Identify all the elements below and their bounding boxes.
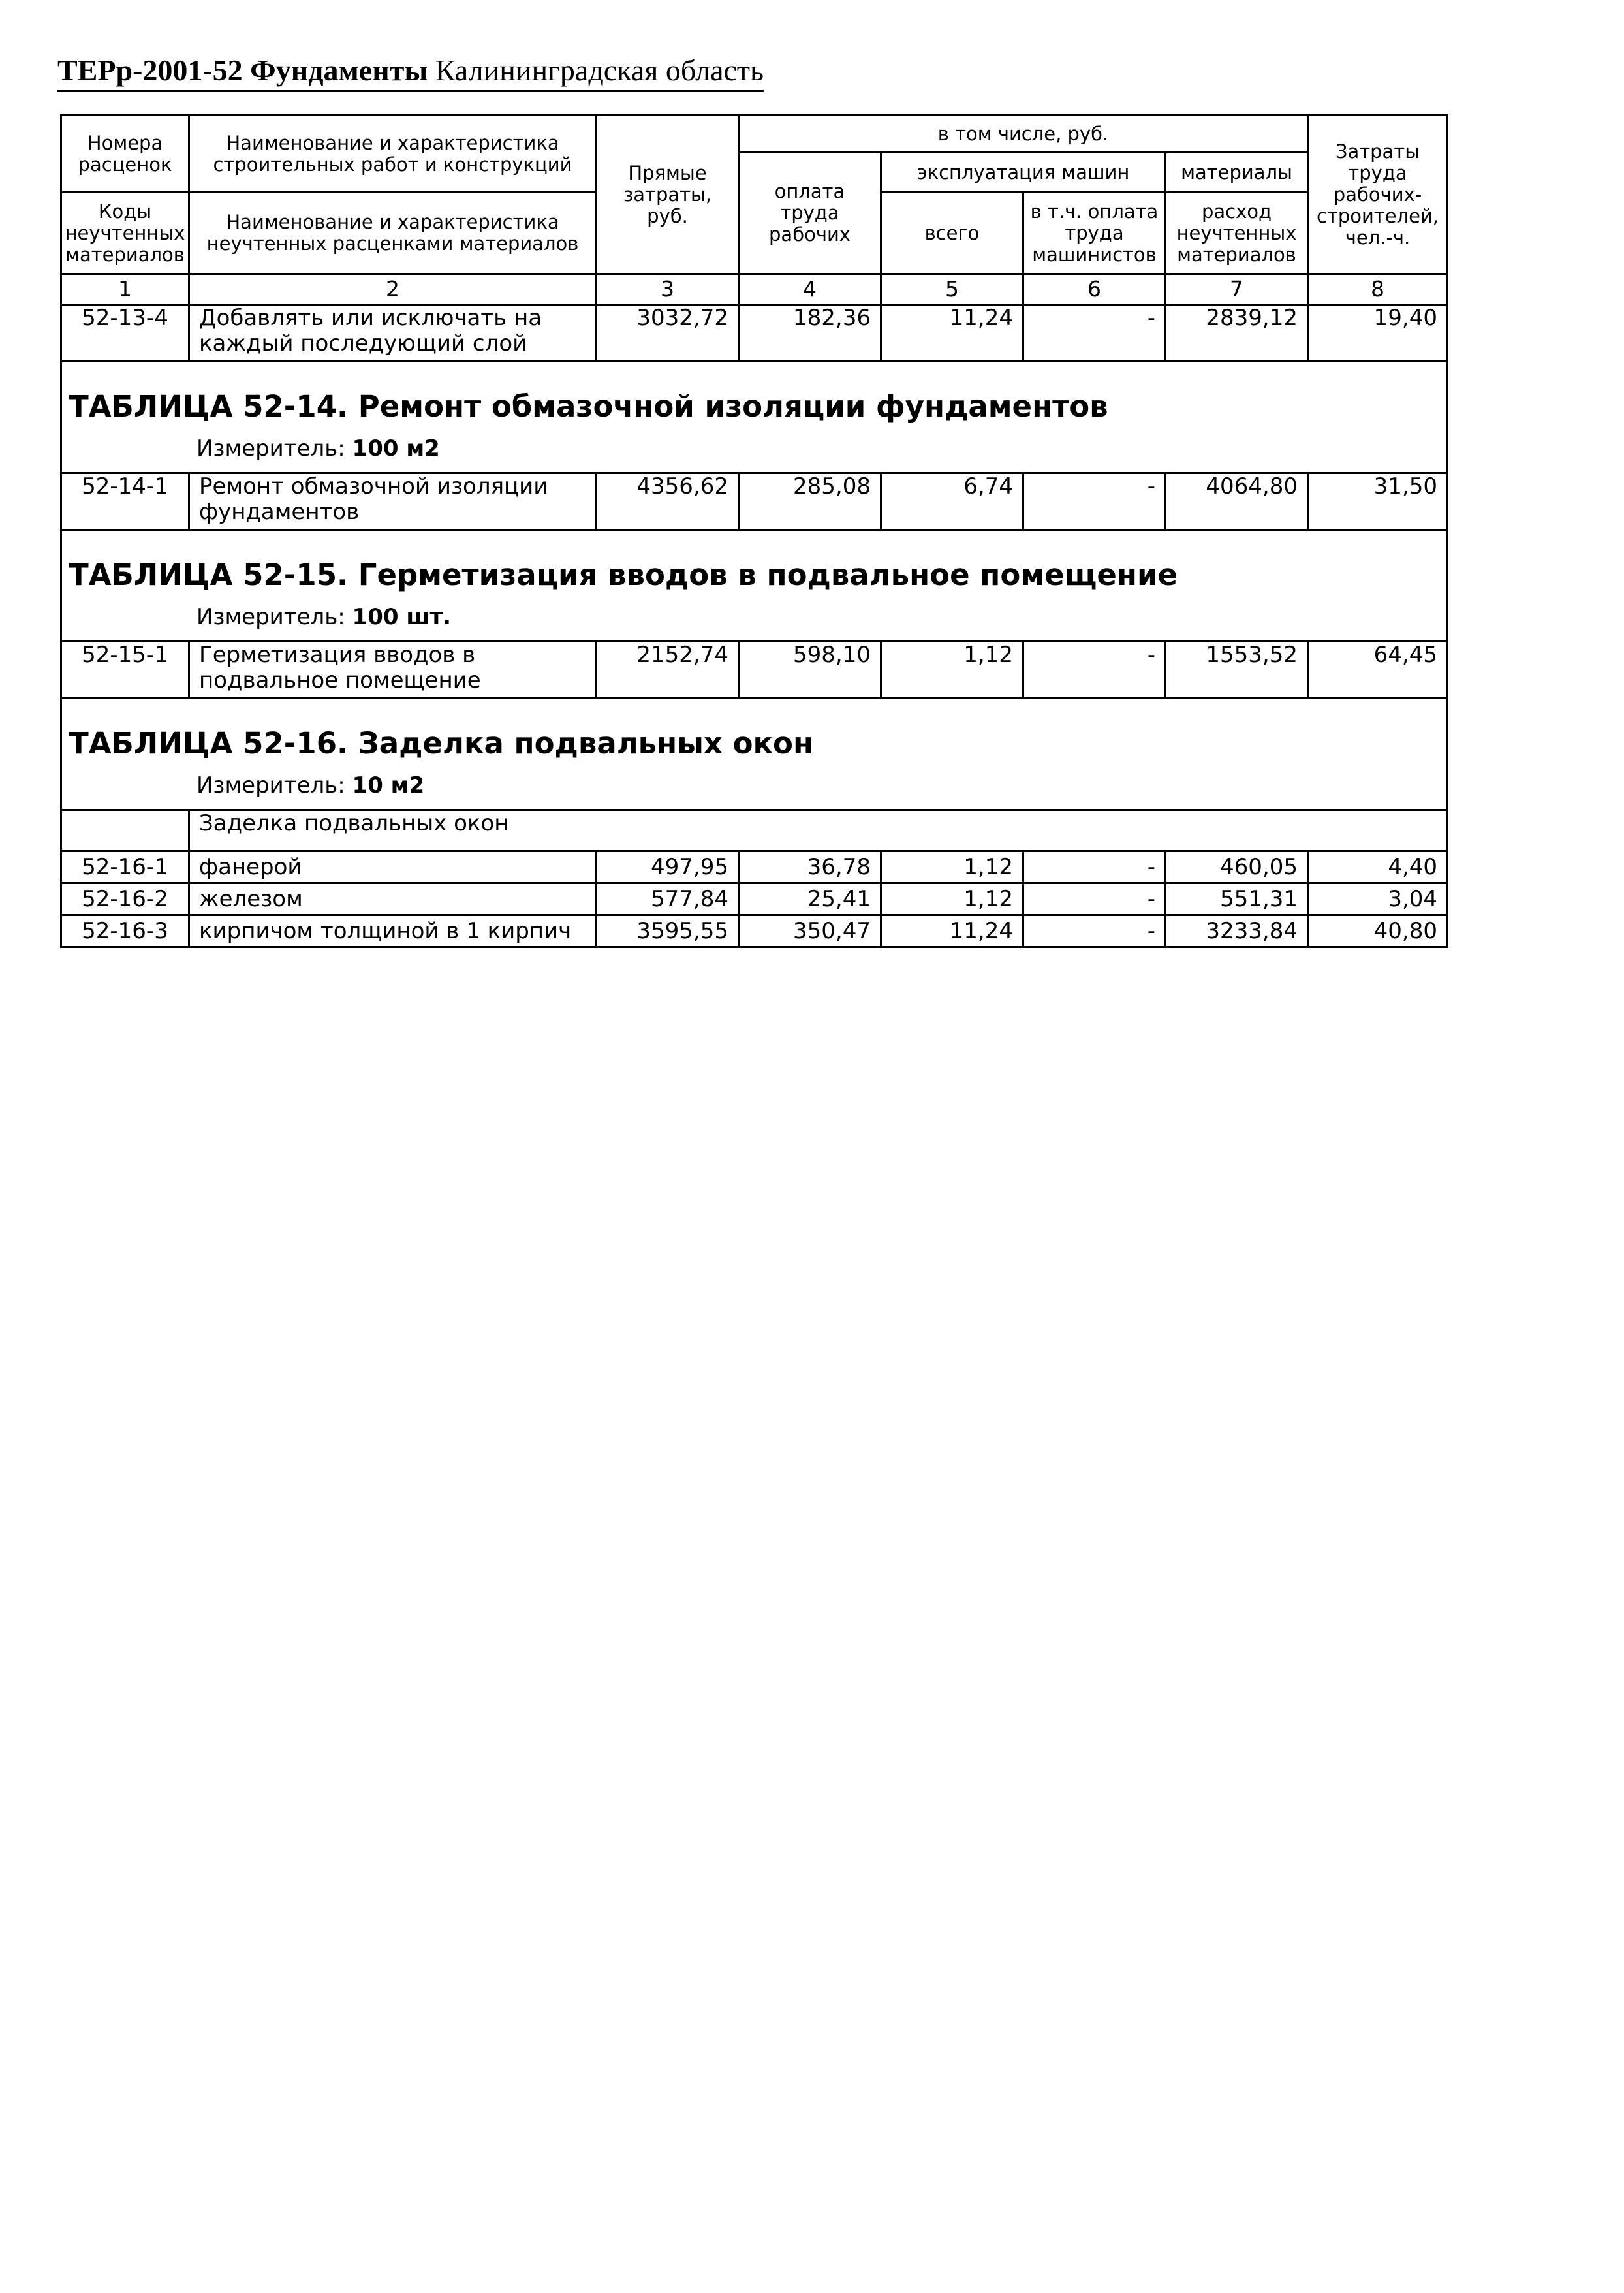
materials: 4064,80 bbox=[1166, 473, 1308, 530]
rate-name: Ремонт обмазочной изоляции фундаментов bbox=[189, 473, 597, 530]
labor-costs: 31,50 bbox=[1308, 473, 1448, 530]
labor-costs: 40,80 bbox=[1308, 915, 1448, 947]
header-including: в том числе, руб. bbox=[739, 116, 1308, 153]
section-title: ТАБЛИЦА 52-15. Герметизация вводов в подвальное помещение bbox=[69, 558, 1178, 592]
labor-pay: 285,08 bbox=[739, 473, 881, 530]
document-title bbox=[57, 52, 764, 92]
section-header bbox=[61, 699, 1448, 810]
machines-total: 11,24 bbox=[881, 305, 1023, 362]
header-rate-number: Номера расценок bbox=[61, 116, 189, 193]
section-header bbox=[61, 362, 1448, 473]
rate-code: 52-16-2 bbox=[61, 883, 189, 915]
materials: 1553,52 bbox=[1166, 642, 1308, 699]
labor-pay: 598,10 bbox=[739, 642, 881, 699]
section-meter: Измеритель: 100 м2 bbox=[196, 435, 440, 462]
direct-costs: 3595,55 bbox=[597, 915, 739, 947]
table-row bbox=[61, 642, 1448, 699]
rate-name: кирпичом толщиной в 1 кирпич bbox=[189, 915, 597, 947]
section-title: ТАБЛИЦА 52-14. Ремонт обмазочной изоляции фундаментов bbox=[69, 389, 1108, 424]
document-code: ТЕРр-2001-52 Фундаменты bbox=[57, 54, 428, 87]
header-labor-pay: оплата труда рабочих bbox=[739, 153, 881, 274]
direct-costs: 4356,62 bbox=[597, 473, 739, 530]
header-machinist-pay: в т.ч. оплата труда машинистов bbox=[1023, 193, 1166, 274]
column-number: 7 bbox=[1166, 274, 1308, 305]
labor-pay: 25,41 bbox=[739, 883, 881, 915]
rate-name: Добавлять или исключать на каждый последующий слой bbox=[189, 305, 597, 362]
machinist-pay: - bbox=[1023, 473, 1166, 530]
labor-pay: 182,36 bbox=[739, 305, 881, 362]
header-materials: материалы bbox=[1166, 153, 1308, 193]
labor-costs: 64,45 bbox=[1308, 642, 1448, 699]
section-title: ТАБЛИЦА 52-16. Заделка подвальных окон bbox=[69, 726, 814, 761]
header-material-codes: Коды неучтенных материалов bbox=[61, 193, 189, 274]
materials: 460,05 bbox=[1166, 851, 1308, 883]
header-machines: эксплуатация машин bbox=[881, 153, 1166, 193]
machines-total: 1,12 bbox=[881, 642, 1023, 699]
direct-costs: 497,95 bbox=[597, 851, 739, 883]
machinist-pay: - bbox=[1023, 851, 1166, 883]
materials: 551,31 bbox=[1166, 883, 1308, 915]
direct-costs: 2152,74 bbox=[597, 642, 739, 699]
header-direct-costs: Прямые затраты, руб. bbox=[597, 116, 739, 274]
table-row bbox=[61, 305, 1448, 362]
header-material-name: Наименование и характеристика неучтенных расценками материалов bbox=[189, 193, 597, 274]
machines-total: 1,12 bbox=[881, 883, 1023, 915]
table-row bbox=[61, 851, 1448, 883]
machines-total: 1,12 bbox=[881, 851, 1023, 883]
machines-total: 11,24 bbox=[881, 915, 1023, 947]
materials: 2839,12 bbox=[1166, 305, 1308, 362]
labor-costs: 19,40 bbox=[1308, 305, 1448, 362]
rate-code: 52-15-1 bbox=[61, 642, 189, 699]
subheader-row bbox=[61, 810, 1448, 851]
rate-code: 52-16-3 bbox=[61, 915, 189, 947]
section-meter: Измеритель: 100 шт. bbox=[196, 604, 452, 630]
table-row bbox=[61, 883, 1448, 915]
rate-code: 52-16-1 bbox=[61, 851, 189, 883]
labor-costs: 4,40 bbox=[1308, 851, 1448, 883]
rate-code: 52-13-4 bbox=[61, 305, 189, 362]
document-region: Калининградская область bbox=[435, 54, 764, 87]
labor-pay: 350,47 bbox=[739, 915, 881, 947]
column-number: 4 bbox=[739, 274, 881, 305]
direct-costs: 577,84 bbox=[597, 883, 739, 915]
direct-costs: 3032,72 bbox=[597, 305, 739, 362]
header-materials-usage: расход неучтенных материалов bbox=[1166, 193, 1308, 274]
header-work-name: Наименование и характеристика строительных работ и конструкций bbox=[189, 116, 597, 193]
machinist-pay: - bbox=[1023, 305, 1166, 362]
labor-pay: 36,78 bbox=[739, 851, 881, 883]
machinist-pay: - bbox=[1023, 642, 1166, 699]
column-number: 2 bbox=[189, 274, 597, 305]
column-number: 5 bbox=[881, 274, 1023, 305]
rate-name: железом bbox=[189, 883, 597, 915]
materials: 3233,84 bbox=[1166, 915, 1308, 947]
header-labor-costs: Затраты труда рабочих-строителей, чел.-ч. bbox=[1308, 116, 1448, 274]
table-row bbox=[61, 473, 1448, 530]
column-number: 6 bbox=[1023, 274, 1166, 305]
column-number: 1 bbox=[61, 274, 189, 305]
rate-code: 52-14-1 bbox=[61, 473, 189, 530]
rate-name: Герметизация вводов в подвальное помещение bbox=[189, 642, 597, 699]
header-machines-total: всего bbox=[881, 193, 1023, 274]
labor-costs: 3,04 bbox=[1308, 883, 1448, 915]
machines-total: 6,74 bbox=[881, 473, 1023, 530]
rates-table bbox=[60, 114, 1448, 948]
table-row bbox=[61, 915, 1448, 947]
machinist-pay: - bbox=[1023, 883, 1166, 915]
subheader-label: Заделка подвальных окон bbox=[189, 810, 1448, 851]
section-meter: Измеритель: 10 м2 bbox=[196, 772, 425, 799]
machinist-pay: - bbox=[1023, 915, 1166, 947]
rate-name: фанерой bbox=[189, 851, 597, 883]
section-header bbox=[61, 530, 1448, 642]
column-number: 3 bbox=[597, 274, 739, 305]
column-number: 8 bbox=[1308, 274, 1448, 305]
